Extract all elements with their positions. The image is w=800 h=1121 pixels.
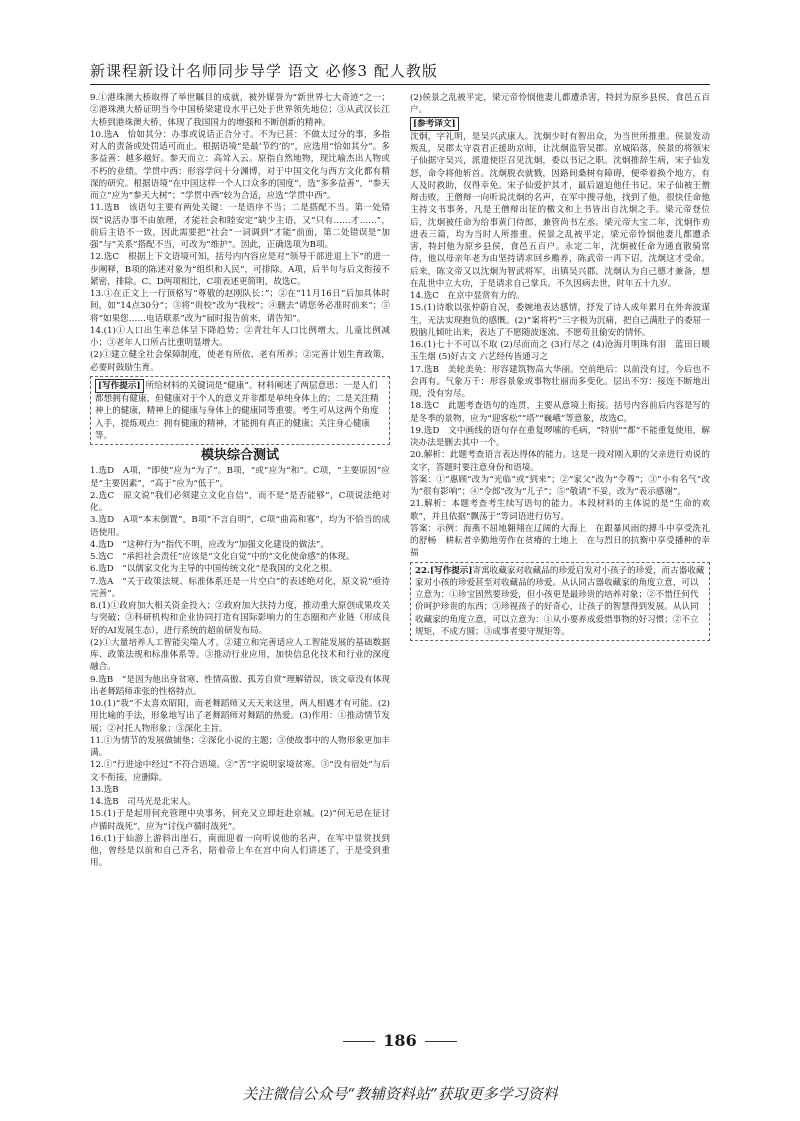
answer-list-top — [90, 92, 390, 374]
left-column — [90, 92, 390, 870]
answer-paragraph: 15.(1)诗歌以张仲蔚自况，委婉地表达感情，抒发了诗人成年累月在外奔波谋生，无法实现抱负的感慨。(2)“案将朽”三字极为沉痛，把自己满肚子的委屈一股脑儿倾吐出来，表达了不愿随波逐流、不愿苟且偷安的情怀。 — [410, 303, 710, 338]
answer-paragraph: 13.①在正文上一行顶格写“尊敬的赵刚队长：”；②在“11月16日”后加具体时间，如“14点30分”；③将“贵校”改为“我校”；④删去“请您务必准时前来”；⑤将“如果您……电话联系”改为“届时报告前来，请告知”。 — [90, 289, 390, 324]
header-rule — [90, 84, 710, 85]
writing-hint-text: 所给材料的关键词是“健康”。材料阐述了两层意思：一是人们都想拥有健康，但健康对于个人的意义并非都是单纯身体上的；二是关注精神上的健康，精神上的健康与身体上的健康同等重要。考生可从这两个角度入手，提炼观点：拥有健康的精神，才能拥有真正的健康；关注身心健康等。 — [95, 380, 379, 441]
reference-text: 沈炯，字礼明，是吴兴武康人。沈炯少时有智出众，为当世所推重。侯景发动叛乱，吴郡太守袁君正援助京师，让沈炯监管吴郡。京城陷落，侯景的将领宋子仙据守吴兴，派遣使臣召见沈炯，委以书记之职。沈炯推辞生病，宋子仙发怒，命令将他斩首。沈炯脱衣就戮，因路间桑树有障碍，便牵着换个地方，有人及时救助，仅得幸免。宋子仙爱护其才，最后逼迫他任书记。宋子仙被王僧辩击败，王僧辩一向听说沈炯的名声，在军中搜寻他，找到了他，很快任命他主持文书事务，凡是王僧辩出征的檄文和上书皆出自沈炯之手。梁元帝登位后，沈炯被任命为给事黄门侍郎，兼管尚书左丞。梁元帝大宝二年，沈炯作劝进表三篇，均为当时人所推重。侯景之乱被平定，梁元帝怜悯他妻儿都遭杀害，特封他为原乡县侯，食邑五百户。永定二年，沈炯被任命为通直散骑常侍，他以母亲年老为由坚持请求回乡赡养，陈武帝一再下诏，沈炯这才受命。后来，陈文帝又以沈炯为智武将军，出镇吴兴郡。沈炯认为自己德才兼备，想在乱世中立大功，于是请求自己掌兵。不久因病去世，时年五十九岁。 — [410, 131, 710, 289]
answer-list-right-mid — [410, 290, 710, 560]
answer-paragraph: 4.选D “这种行为”指代不明，应改为“加强文化建设的做法”。 — [90, 539, 329, 550]
answer-paragraph: 8.(1)①政府加大相关资金投入；②政府加大扶持力度，推动重大原创成果攻关与突破；③科研机构和企业协同打造有国际影响力的生态圈和产业链（形成良好的AI发展生态），进行系统的超前研发布局。 — [90, 601, 390, 636]
page-number — [0, 1031, 800, 1050]
answer-paragraph: 3.选D A项“本末倒置”，B项“不言自明”，C项“曲高和寡”，均为不恰当的成语使用。 — [90, 515, 390, 538]
answer-paragraph: 12.选C 根据上下文语境可知，括号内内容应是对“领导干部进退上下”的进一步阐释，B项的陈述对象为“组织和人民”，可排除。A项，后半句与后文衔接不紧密，排除。C、D两项相比，C项表述更简明，故选C。 — [90, 252, 390, 287]
footer-note: 关注微信公众号“教辅资料站”获取更多学习资料 — [242, 1085, 558, 1103]
page-number-dash-right — [425, 1041, 457, 1042]
answer-paragraph: 18.选C 此题考查语句的连贯，主要从意境上衔接。括号内容前后内容是写的是冬季的景物，应为“迎客松”“塔”“巍峨”等意象，故选C。 — [410, 401, 710, 424]
right-column — [410, 92, 710, 643]
answer-paragraph: 14.选B 司马光是北宋人。 — [90, 797, 196, 807]
answer-paragraph: (2)侯景之乱被平定，梁元帝怜悯他妻儿都遭杀害，特封为原乡县侯，食邑五百户。 — [410, 93, 710, 116]
answer-paragraph: 17.选B 美轮美奂：形容建筑物高大华丽。空前绝后：以前没有过，今后也不会再有。气象万千：形容景象或事物壮丽而多变化。层出不穷：接连不断地出现，没有穷尽。 — [410, 364, 710, 399]
page-number-dash-left — [343, 1041, 375, 1042]
page-header: 新课程新设计名师同步导学 语文 必修3 配人教版 — [90, 62, 438, 80]
answer-paragraph: 10.(1)“我”不太喜欢昭阳，而老舞蹈师又天天来这里，两人相遇才有可能。(2)用比喻的手法，形象地写出了老舞蹈师对舞蹈的热爱。(3)作用：①推动情节发展；②衬托人物形象；③深化主旨。 — [90, 699, 390, 734]
answer-paragraph: (2)①建立健全社会保障制度，使老有所依、老有所养；②完善计划生育政策，必要时鼓励生育。 — [90, 350, 390, 373]
answer-paragraph: 7.选A “关于政策法规、标准体系还是一片空白”的表述绝对化，原文说“亟待完善”。 — [90, 576, 390, 599]
answer-paragraph: 2.选C 原文说“我们必须建立文化自信”，而不是“是否能够”，C项说法绝对化。 — [90, 490, 390, 513]
writing-hint-2-label: 22.[写作提示] — [415, 565, 473, 576]
answer-paragraph: 14.(1)①人口出生率总体呈下降趋势；②青壮年人口比例增大，儿童比例减小；③老年人口所占比重明显增大。 — [90, 325, 390, 348]
section-title: 模块综合测试 — [200, 448, 279, 463]
answer-paragraph: 9.①港珠澳大桥取得了举世瞩目的成就，被外媒誉为“新世界七大奇迹”之一；②港珠澳大桥证明当今中国桥梁建设水平已处于世界领先地位；③从武汉长江大桥到港珠澳大桥，体现了我国国力的增强和不断创新的精神。 — [90, 93, 390, 128]
reference-translation — [410, 117, 710, 291]
answer-paragraph: 15.(1)于是起用何充管理中央事务，何充又立即赶赴京城。(2)“何无忌在征讨卢循时战死”，应为“讨伐卢循时战死”。 — [90, 809, 390, 832]
writing-hint-2-text: 寄寓收藏家对收藏品的珍爱启发对小孩子的珍爱，而古器收藏家对小孩的珍爱甚至对收藏品的珍爱。从认同古器收藏家的角度立意，可以立意为：①珍宝固然要珍爱，但小孩更是最珍贵的培养对象；②不惜任何代价呵护珍贵的东西；③珍视孩子的好奇心，让孩子的智慧得到发展。从认同收藏家的角度立意，可以立意为：①从小要养成爱惜事物的好习惯；②不立规矩，不成方圆；③成事者要守规矩等。 — [415, 565, 705, 637]
answer-paragraph: 16.(1)七十不可以不取 (2)尽而而之 (3)行尽之 (4)沧海月明珠有泪 蓝田日暖玉生烟 (5)好古文 六艺经传皆通习之 — [410, 340, 710, 363]
reference-label: [参考译文] — [410, 117, 459, 131]
answer-paragraph: (2)①大量培养人工智能尖端人才。②建立和完善适应人工智能发展的基础数据库、政策法规和标准体系等。③推动行业应用，加快信息化技术和行业的深度融合。 — [90, 637, 390, 673]
answer-paragraph: 21.解析：本题考查考生续写语句的能力。本段材料的主体说的是“生命的欢歌”，并且依据“飘荡于”等词语进行仿写。 — [410, 499, 710, 522]
answer-paragraph: 5.选C “承担社会责任”应该是“文化自觉”中的“文化使命感”的体现。 — [90, 552, 355, 562]
answer-paragraph: 答案：①“惠顾”改为“光临”或“到来”；②“家父”改为“令尊”；③“小有名气”改为“很有影响”；④“令郎”改为“儿子”；⑤“敬请”不妥，改为“表示感谢”。 — [410, 474, 710, 497]
answer-paragraph: 12.①“行进途中经过”不符合语境。②“苦”字说明家境贫寒。③“没有宿处”与后文不衔接，应删除。 — [90, 760, 390, 783]
writing-hint-label: [写作提示] — [95, 379, 144, 393]
writing-hint-box-2 — [410, 562, 710, 642]
answer-paragraph: 19.选D 文中画线的语句存在重复啰嗦的毛病，“特别”“都”不能重复使用，解决办法是删去其中一个。 — [410, 425, 710, 448]
answer-paragraph: 答案：示例：海燕不屈地翱翔在辽阔的大海上 在跟暴风雨的搏斗中享受洗礼的舒畅 耕耘者辛勤地劳作在贫瘠的土地上 在与烈日的抗衡中享受播种的幸福 — [410, 523, 710, 559]
answer-paragraph: 6.选D “以儒家文化为主导的中国传统文化”是我国的文化之根。 — [90, 564, 338, 575]
answer-paragraph: 9.选B “是因为他出身贫寒、性情高傲、孤芳自赏”理解错误，该文章没有体现出老舞蹈师乖张的性格特点。 — [90, 674, 390, 697]
answer-list-bottom — [90, 465, 390, 869]
answer-paragraph: 10.选A 恰如其分：办事或说话正合分寸。不为已甚：不做太过分的事，多指对人的责备或处罚适可而止。根据语境“是最‘节约’的”，应选用“恰如其分”。多多益善：越多越好。参天而立：高耸入云。原指自然地物，现比喻杰出人物或不朽的业绩。学贯中西：形容学问十分渊博，对于中国文化与西方文化都有精深的研究。根据语境“在中国这样一个人口众多的国度”，选“多多益善”，“参天而立”应为“参天大树”；“学贯中西”较为合适，应选“学贯中西”。 — [90, 129, 390, 201]
answer-paragraph: 1.选D A项，“即使”应为“为了”。B项，“或”应为“和”。C项，“主要原因”应是“主要因素”，“高于”应为“低于”。 — [90, 466, 390, 489]
answer-paragraph: 20.解析：此题考查语言表达得体的能力。这是一段对刚入职的父亲进行劝说的文字，答题时要注意身份和语境。 — [410, 450, 710, 473]
answer-paragraph: 16.(1)于仙游上游斜出崖石，南面迎着一向听说他的名声，在军中显赏找到他，曾经是以前和自己齐名，陪着帝上车在宫中向人们讲述了，于是受到重用。 — [90, 833, 390, 869]
answer-paragraph: 11.①为情节的发展做铺垫；②深化小说的主题；③使故事中的人物形象更加丰满。 — [90, 735, 390, 758]
page-number-text: 186 — [383, 1031, 417, 1050]
answer-paragraph: 14.选C 在京中显赏有力的。 — [410, 291, 525, 301]
answer-list-right-top — [410, 92, 710, 117]
writing-hint-box — [90, 376, 390, 445]
answer-paragraph: 11.选B 该语句主要有两处关键：一是语序不当；二是搭配不当。第一处错误“说活办事不由旅理，才能社会和睦安定”缺少主语，又“只有……才……”，前后主语不一致，因此需要把“社会”一词调到“才能”前面，第二处错误是“加强”与“关系”搭配不当，可改为“维护”。因此，正确选项为B项。 — [90, 203, 390, 250]
answer-paragraph: 13.选B — [90, 784, 119, 795]
